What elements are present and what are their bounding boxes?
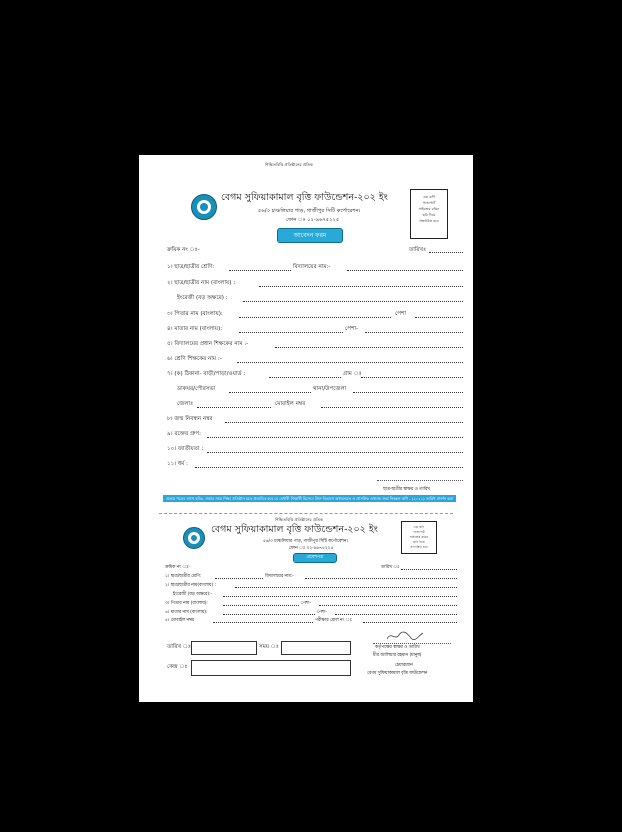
admit-father-line[interactable] xyxy=(223,605,299,606)
blood-line[interactable] xyxy=(207,437,463,438)
field-mother-job: পেশা- xyxy=(345,326,359,332)
admit-date-line[interactable] xyxy=(401,569,457,570)
field-blood: ৯। রক্তের গ্রুপ: xyxy=(167,431,201,437)
admit-school-line[interactable] xyxy=(305,578,457,579)
thana-line[interactable] xyxy=(353,392,463,393)
application-form-badge: আবেদন ফরম xyxy=(277,228,343,243)
admit-field-mother: ৪। মাতার নাম (বাংলায়): xyxy=(165,610,208,615)
field-nationality: ১০। জাতীয়তা : xyxy=(167,446,204,452)
admit-field-name-en: ইংরেজী (বড় অক্ষরে):- xyxy=(173,592,213,597)
address-line[interactable] xyxy=(269,377,341,378)
nationality-line[interactable] xyxy=(207,452,463,453)
admit-mother-line[interactable] xyxy=(223,614,315,615)
field-name-bn: ২। ছাত্র/ছাত্রীর নাম (বাংলায়) : xyxy=(167,280,236,286)
exam-center-label: কেন্দ্র ঃ xyxy=(167,664,188,670)
admit-logo xyxy=(183,527,205,549)
field-religion: ১১। ধর্ম : xyxy=(167,461,188,467)
cut-line xyxy=(159,513,453,514)
exam-date-box[interactable] xyxy=(191,641,257,655)
top-phone: ফোন ঃ ০২-৯৬৭৫২২৫ xyxy=(286,217,340,223)
bottom-title: বেগম সুফিয়াকামাল বৃত্তি ফাউন্ডেশন-২০২ ইং xyxy=(211,524,378,535)
mother-job-line[interactable] xyxy=(365,332,463,333)
father-job-line[interactable] xyxy=(415,317,463,318)
authority-signature-label: কর্তৃপক্ষের স্বাক্ষর ও তারিখ xyxy=(375,645,420,650)
exam-center-box[interactable] xyxy=(191,660,351,676)
admit-name-en-line[interactable] xyxy=(223,596,457,597)
top-address: ৫৬/৩ চাঞ্চলিয়ার পাড়, গাজীপুর সিটি কর্পোরেশন। xyxy=(258,208,361,214)
name-bn-line[interactable] xyxy=(259,286,463,287)
father-line[interactable] xyxy=(239,317,391,318)
admit-field-roll: পরীক্ষার রোল নং ঃ xyxy=(315,618,352,623)
bottom-tagline: শিক্ষিতবিত্তি প্রতিষ্ঠানের প্রতিক xyxy=(275,517,323,522)
birthreg-line[interactable] xyxy=(225,422,463,423)
exam-time-label: সময় ঃ xyxy=(259,644,279,650)
top-title: বেগম সুফিয়াকামাল বৃত্তি ফাউন্ডেশন-২০২ ইং xyxy=(221,192,388,203)
field-district: জেলাঃ xyxy=(177,401,194,407)
admit-roll-label: ক্রমিক নং ঃ- xyxy=(165,565,191,570)
mother-line[interactable] xyxy=(239,332,343,333)
admit-field-class: ১। ছাত্র/ছাত্রীর শ্রেণি: xyxy=(165,574,202,579)
village-line[interactable] xyxy=(361,377,463,378)
date-line[interactable] xyxy=(429,252,463,253)
field-classteacher: ৬। শ্রেণি শিক্ষকের নাম :- xyxy=(167,356,222,362)
admit-date-label: তারিখ ঃ xyxy=(381,565,400,570)
field-headteacher: ৫। বিদ্যালয়ের প্রধান শিক্ষকের নাম :- xyxy=(167,341,249,347)
field-village: গ্রাম ঃ xyxy=(343,371,362,377)
foundation-logo xyxy=(191,194,217,220)
exam-time-box[interactable] xyxy=(281,641,351,655)
admit-class-line[interactable] xyxy=(215,578,263,579)
school-line[interactable] xyxy=(347,270,463,271)
field-father-job: পেশা xyxy=(395,311,406,317)
admit-roll-line[interactable] xyxy=(363,622,457,623)
authority-signature-scribble xyxy=(385,629,425,643)
authority-role: চেয়ারম্যান xyxy=(395,663,413,668)
authority-name: মীর আলিয়ার রহমান (মানুষ) xyxy=(373,653,422,658)
admit-field-mobile: ৫। মোবাইল নম্বর xyxy=(165,618,194,623)
admit-field-school: বিদ্যালয়ের নাম:- xyxy=(265,574,294,579)
authority-org: বেগম সুফিয়াকামাল বৃত্তি ফাউন্ডেশন xyxy=(367,671,428,676)
admit-field-mother-job: পেশা- xyxy=(317,610,327,615)
field-thana: থানা/উপজেলা xyxy=(313,386,347,392)
admit-card-badge: প্রবেশপত্র xyxy=(293,553,337,563)
field-school: বিদ্যালয়ের নাম:- xyxy=(293,264,331,270)
roll-label: ক্রমিক নং ঃ- xyxy=(167,247,200,253)
admit-mother-job-line[interactable] xyxy=(335,614,457,615)
application-form-page xyxy=(139,155,473,702)
student-signature-label: ছাত্র-ছাত্রীর স্বাক্ষর ও তারিখ xyxy=(383,487,431,492)
date-label: তারিখঃ xyxy=(409,247,427,253)
classteacher-line[interactable] xyxy=(237,362,463,363)
top-tagline: শিক্ষিতবিত্তি প্রতিষ্ঠানের প্রতিক xyxy=(265,162,313,167)
district-line[interactable] xyxy=(197,407,271,408)
admit-field-father-job: পেশা- xyxy=(301,601,311,606)
field-class: ১। ছাত্র/ছাত্রীর শ্রেণি: xyxy=(167,264,215,270)
field-address: ৭। (ক) ঠিকানা- বাড়ী/পাড়া/ওয়ার্ড : xyxy=(167,371,246,377)
field-mother: ৪। মাতার নাম (বাংলায়): xyxy=(167,326,223,332)
admit-mobile-line[interactable] xyxy=(213,622,313,623)
exam-date-label: তারিখ ঃ xyxy=(167,644,191,650)
admit-photo-placeholder: এক কপি পাসপোর্ট সাইজের রঙিন ছবি দিয়ে সত্যায়িত হবে xyxy=(401,521,437,554)
religion-line[interactable] xyxy=(195,467,463,468)
postoffice-line[interactable] xyxy=(229,392,311,393)
name-en-line[interactable] xyxy=(243,301,463,302)
field-postoffice: ডাকঘর/পৌরসভা xyxy=(177,386,216,392)
photo-placeholder: এক কপি পাসপোর্ট সাইজের রঙিন ছবি দিয়ে সত্যায়িত হবে xyxy=(410,189,448,239)
bottom-phone: ফোন ঃ ০২-৯৬৭৫২২৫ xyxy=(289,546,334,551)
field-name-en: ইংরেজী (বড় অক্ষরে) : xyxy=(177,295,228,301)
field-father: ৩। পিতার নাম (বাংলায়): xyxy=(167,311,223,317)
admit-name-bn-line[interactable] xyxy=(235,587,457,588)
mobile-line[interactable] xyxy=(321,407,463,408)
admit-field-father: ৩। পিতার নাম (বাংলায়): xyxy=(165,601,208,606)
student-signature-line[interactable] xyxy=(377,480,463,481)
instruction-band: প্রত্যয় পত্রের সাথে ছবিঃ- জমার সময় শিক্ষা প্রতিষ্ঠান হতে প্রত্যয়িত হবে যে মেধাবী শিক্ষার্থী হিসেবে উক্ত বিভাগে অধ্যয়নরত ও প্রাসঙ্গিক তথ্যসহ জন্ম নিবন্ধন কপি - (২০২১) তারিখ প্রদর্শন করা হয়েছে। xyxy=(163,495,456,502)
headteacher-line[interactable] xyxy=(275,347,463,348)
admit-field-name-bn: ২। ছাত্র/ছাত্রীর নাম(বাংলায়) : xyxy=(165,583,216,588)
admit-father-job-line[interactable] xyxy=(319,605,457,606)
class-line[interactable] xyxy=(229,270,291,271)
field-birthreg: ৮। জন্ম নিবন্ধন নম্বর xyxy=(167,416,213,422)
field-mobile: মোবাইল নম্বর xyxy=(275,401,306,407)
bottom-address: ৫৬/৩ চাঞ্চলিয়ার পাড়, গাজীপুর সিটি কর্পোরেশন। xyxy=(263,539,348,544)
